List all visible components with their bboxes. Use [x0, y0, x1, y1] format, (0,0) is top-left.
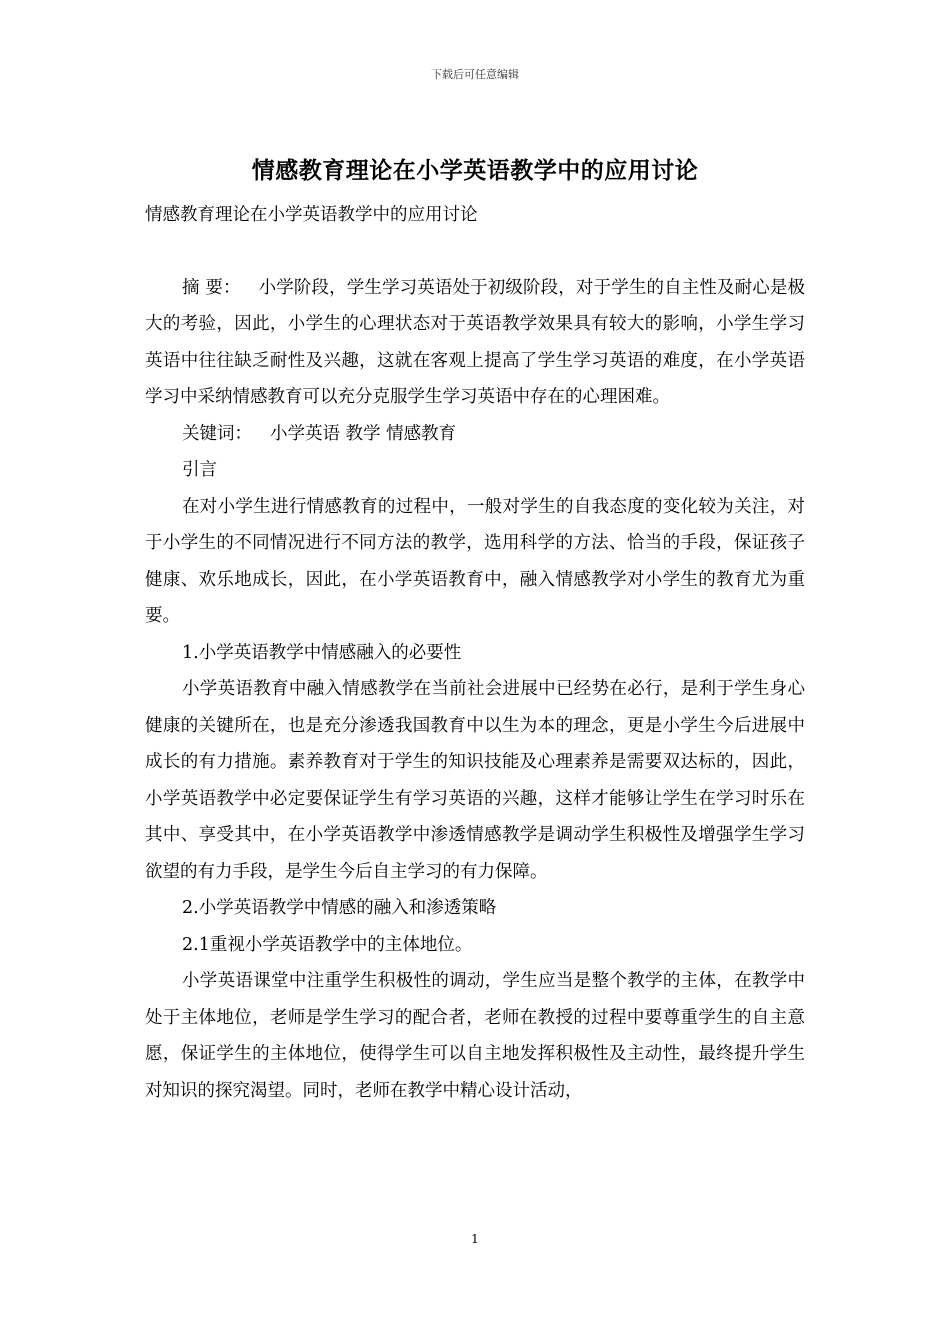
- keywords-paragraph: [145, 416, 805, 453]
- abstract-label: 摘 要：: [182, 277, 241, 298]
- section2-heading: 2.小学英语教学中情感的融入和渗透策略: [182, 898, 497, 918]
- document-body: [145, 197, 805, 1109]
- keywords-text: 小学英语 教学 情感教育: [270, 423, 457, 444]
- abstract-paragraph: [145, 270, 805, 416]
- document-subtitle: 情感教育理论在小学英语教学中的应用讨论: [145, 205, 478, 225]
- header-note: 下载后可任意编辑: [431, 68, 519, 81]
- document-title: 情感教育理论在小学英语教学中的应用讨论: [251, 157, 699, 184]
- section2-1-heading: 2.1重视小学英语教学中的主体地位。: [182, 934, 473, 955]
- section1-paragraph: 小学英语教育中融入情感教学在当前社会进展中已经势在必行，是利于学生身心健康的关键所在，也是充分渗透我国教育中以生为本的理念，更是小学生今后进展中成长的有力措施。素养教育对于学生的知识技能及心理素养是需要双达标的，因此，小学英语教学中必定要保证学生有学习英语的兴趣，这样才能够让学生在学习时乐在其中、享受其中，在小学英语教学中渗透情感教学是调动学生积极性及增强学生学习欲望的有力手段，是学生今后自主学习的有力保障。: [145, 679, 805, 882]
- keywords-label: 关键词：: [182, 423, 252, 444]
- intro-heading: 引言: [182, 460, 217, 480]
- intro-paragraph: 在对小学生进行情感教育的过程中，一般对学生的自我态度的变化较为关注，对于小学生的不同情况进行不同方法的教学，选用科学的方法、恰当的手段，保证孩子健康、欢乐地成长，因此，在小学英语教育中，融入情感教学对小学生的教育尤为重要。: [145, 496, 805, 626]
- abstract-text: 小学阶段，学生学习英语处于初级阶段，对于学生的自主性及耐心是极大的考验，因此，小学生的心理状态对于英语教学效果具有较大的影响，小学生学习英语中往往缺乏耐性及兴趣，这就在客观上提高了学生学习英语的难度，在小学英语学习中采纳情感教育可以充分克服学生学习英语中存在的心理困难。: [145, 277, 805, 407]
- section2-1-paragraph: 小学英语课堂中注重学生积极性的调动，学生应当是整个教学的主体，在教学中处于主体地位，老师是学生学习的配合者，老师在教授的过程中要尊重学生的自主意愿，保证学生的主体地位，使得学生可以自主地发挥积极性及主动性，最终提升学生对知识的探究渴望。同时，老师在教学中精心设计活动，: [145, 971, 805, 1101]
- section1-heading: 1.小学英语教学中情感融入的必要性: [182, 642, 462, 663]
- page-number: 1: [471, 1232, 479, 1246]
